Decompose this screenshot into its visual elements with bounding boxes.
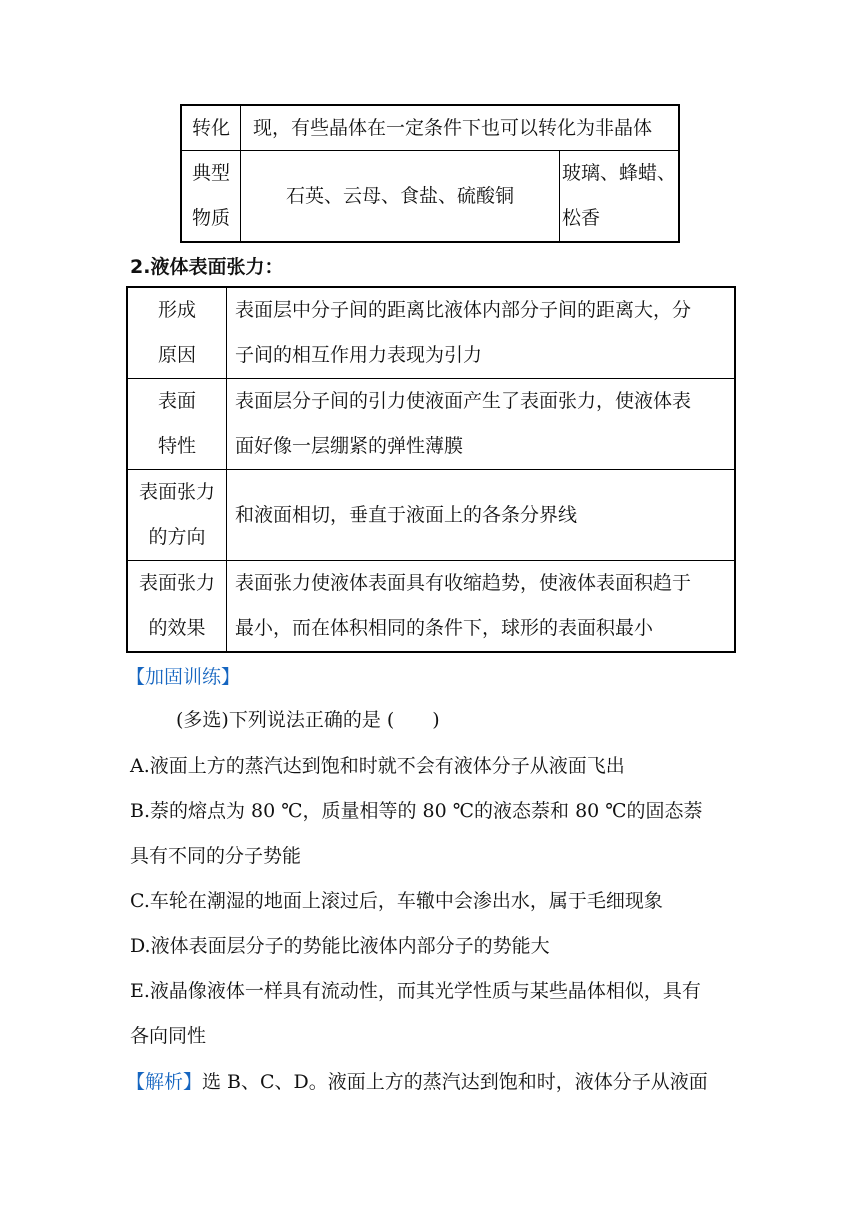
analysis-label: 【解析】 [126,1071,203,1093]
content-line: 表面层分子间的引力使液面产生了表面张力，使液体表 [235,390,692,412]
content-line: 面好像一层绷紧的弹性薄膜 [235,435,464,457]
label-line: 表面 [157,390,196,412]
crystal-examples: 石英、云母、食盐、硫酸铜 [241,151,560,243]
table-row [127,379,735,470]
label-line: 原因 [157,344,196,366]
crystal-table [180,104,680,243]
surface-tension-table [126,286,736,653]
option-b-line1: B.萘的熔点为 80 ℃，质量相等的 80 ℃的液态萘和 80 ℃的固态萘 [130,800,703,822]
row-content [227,379,736,470]
option-b-line2: 具有不同的分子势能 [130,845,302,867]
amorphous-line: 松香 [562,207,601,229]
question-stem: (多选)下列说法正确的是 ( ) [176,709,440,731]
label-line: 典型 [191,162,230,184]
content-line: 子间的相互作用力表现为引力 [235,344,483,366]
row-label [127,287,227,379]
row-label [127,561,227,653]
row-label [127,470,227,561]
table-row [127,470,735,561]
amorphous-line: 玻璃、蜂蜡、 [562,162,677,184]
content-line: 表面层中分子间的距离比液体内部分子间的距离大，分 [235,299,692,321]
label-line: 特性 [157,435,196,457]
label-line: 物质 [191,207,230,229]
row-content: 和液面相切，垂直于液面上的各条分界线 [227,470,736,561]
row-content [227,287,736,379]
content-line: 最小，而在体积相同的条件下，球形的表面积最小 [235,617,654,639]
option-e-line1: E.液晶像液体一样具有流动性，而其光学性质与某些晶体相似，具有 [130,980,701,1002]
table-row [127,561,735,653]
option-e-line2: 各向同性 [130,1025,207,1047]
row-content [227,561,736,653]
section-title: 2.液体表面张力： [130,256,284,278]
option-c: C.车轮在潮湿的地面上滚过后，车辙中会渗出水，属于毛细现象 [130,890,663,912]
row-content: 现，有些晶体在一定条件下也可以转化为非晶体 [241,105,680,151]
row-label [181,151,241,243]
row-label [127,379,227,470]
label-line: 的效果 [148,617,206,639]
analysis [126,1068,708,1096]
content-line: 表面张力使液体表面具有收缩趋势，使液体表面积趋于 [235,572,692,594]
practice-heading: 【加固训练】 [126,666,241,688]
analysis-text: 选 B、C、D。液面上方的蒸汽达到饱和时，液体分子从液面 [202,1071,708,1093]
option-a: A.液面上方的蒸汽达到饱和时就不会有液体分子从液面飞出 [130,755,625,777]
amorphous-examples [560,151,680,243]
table-row [181,151,679,243]
table-row [181,105,679,151]
table-row [127,287,735,379]
label-line: 形成 [157,299,196,321]
label-line: 表面张力 [138,481,215,503]
label-line: 表面张力 [138,572,215,594]
label-line: 的方向 [148,526,206,548]
row-label: 转化 [181,105,241,151]
option-d: D.液体表面层分子的势能比液体内部分子的势能大 [130,935,550,957]
